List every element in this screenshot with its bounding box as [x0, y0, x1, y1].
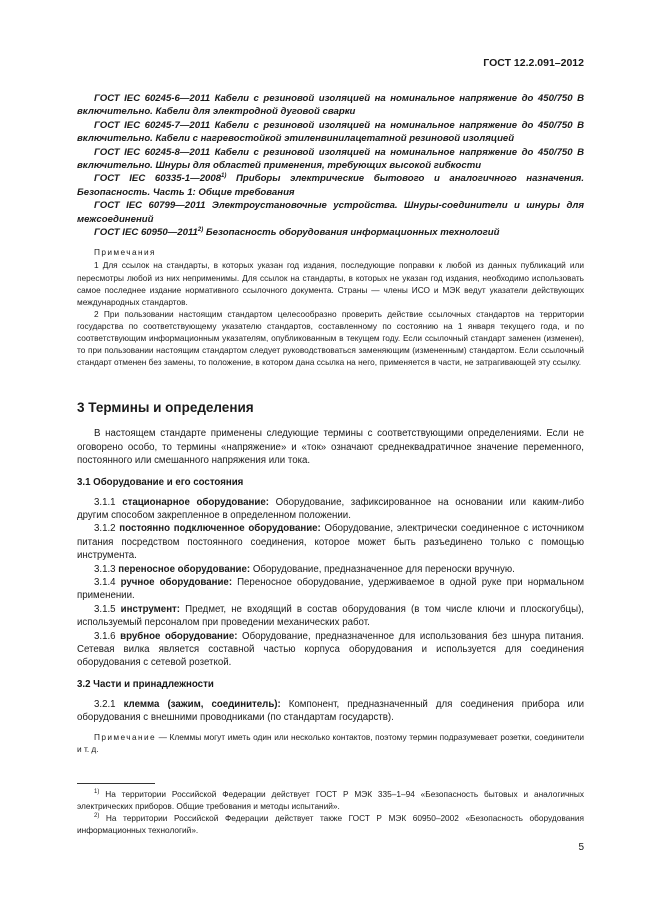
document-number-header: ГОСТ 12.2.091–2012 — [483, 57, 584, 69]
standard-code: ГОСТ IEC 60950—2011 — [94, 227, 198, 239]
term-name: переносное оборудование: — [118, 563, 251, 575]
note-label: Примечание — [94, 731, 157, 742]
term-text: Предмет, не входящий в состав оборудования (в том числе ключи и плоскогубцы), используемый персоналом при проведении механических работ. — [77, 603, 584, 629]
standard-code: ГОСТ IEC 60799—2011 — [94, 200, 206, 212]
footnote-marker: 1) — [221, 173, 227, 180]
term-number: 3.1.6 — [94, 630, 121, 642]
footnote — [77, 812, 584, 836]
footnote-divider — [77, 783, 155, 784]
notes-heading: Примечания — [94, 247, 156, 258]
term-definition — [77, 563, 584, 576]
term-number: 3.1.2 — [94, 523, 120, 535]
term-definition — [77, 522, 584, 562]
standard-title: Безопасность оборудования информационных технологий — [203, 227, 500, 239]
term-name: врубное оборудование: — [120, 630, 238, 642]
note-item: 1 Для ссылок на стандарты, в которых указан год издания, последующие поправки к любой из данных публикаций или пересмотры любой из них неприменимы. Для ссылок на стандарты, в которых не указан год издания, необходимо использовать самое последнее издание нормативного ссылочного документа. Страны — члены ИСО и МЭК ведут указатели действующих международных стандартов. — [77, 260, 584, 307]
footnote-marker: 2) — [197, 226, 204, 233]
term-text: Компонент, предназначенный для соединения прибора или оборудования с внешними проводниками (по стандартам государств). — [77, 698, 584, 724]
term-definition — [77, 603, 584, 630]
term-definition — [77, 630, 584, 670]
term-definition — [77, 698, 584, 725]
term-definition — [77, 576, 584, 603]
term-note — [77, 731, 584, 755]
term-text: Оборудование, предназначенное для переноски вручную. — [250, 563, 515, 575]
standard-code: ГОСТ IEC 60245-6—2011 — [94, 93, 211, 104]
document-body — [77, 92, 584, 755]
page-number: 5 — [578, 842, 584, 853]
standard-title: Кабели с резиновой изоляцией на номинальное напряжение до 450/750 В включительно. Кабели с нагревостойкой этиленвинилацетатной резиновой изоляцией — [77, 119, 585, 145]
term-number: 3.1.5 — [94, 603, 121, 615]
standard-reference — [77, 119, 584, 146]
standard-code: ГОСТ IEC 60245-7—2011 — [94, 119, 211, 131]
standard-title: Приборы электрические бытового и аналогичного назначения. Безопасность. Часть 1: Общие требования — [77, 173, 584, 198]
term-name: ручное оборудование: — [120, 576, 233, 588]
footnote — [77, 788, 584, 812]
term-text: Переносное оборудование, удерживаемое в одной руке при нормальном применении. — [77, 576, 584, 602]
standard-title: Кабели с резиновой изоляцией на номинальное напряжение до 450/750 В включительно. Шнуры для областей применения, требующих высокой гибкости — [77, 146, 585, 172]
term-number: 3.1.1 — [94, 496, 123, 508]
footnote-marker: 1) — [94, 789, 100, 796]
subsection-heading: 3.2 Части и принадлежности — [77, 678, 214, 690]
footnote-text: На территории Российской Федерации действует также ГОСТ Р МЭК 60950–2002 «Безопасность оборудования информационных технологий». — [77, 813, 584, 835]
term-definition — [77, 496, 584, 523]
standards-list — [77, 92, 584, 239]
term-name: стационарное оборудование: — [122, 496, 269, 508]
term-name: клемма (зажим, соединитель): — [123, 698, 281, 710]
term-number: 3.2.1 — [94, 698, 124, 710]
note-item: 2 При пользовании настоящим стандартом целесообразно проверить действие ссылочных стандартов на территории государства по соответствующему указателю стандартов, составленному по состоянию на 1 января текущего года, и по соответствующим информационным указателям, опубликованным в текущем году. Если ссылочный стандарт заменен (изменен), то при пользовании настоящим стандартом следует руководствоваться заменяющим (измененным) стандартом. Если ссылочный стандарт отменен без замены, то положение, в котором дана ссылка на него, применяется в части, не затрагивающей эту ссылку. — [77, 308, 584, 368]
note-text: — Клеммы могут иметь один или несколько контактов, поэтому термин подразумевает розетки, соединители и т. д. — [77, 731, 584, 754]
footnote-text: На территории Российской Федерации действует ГОСТ Р МЭК 335–1–94 «Безопасность бытовых и аналогичных электрических приборов. Общие требования и методы испытаний». — [77, 789, 584, 811]
term-name: постоянно подключенное оборудование: — [119, 523, 321, 535]
section-heading: 3 Термины и определения — [77, 400, 254, 416]
footnote-marker: 2) — [94, 813, 100, 820]
term-text: Оборудование, электрически соединенное с источником питания посредством постоянного соединения, которое может быть разъединено только с помощью инструмента. — [77, 523, 584, 562]
standard-reference — [77, 172, 584, 199]
standard-title: Кабели с резиновой изоляцией на номинальное напряжение до 450/750 В включительно. Кабели для электродной дуговой сварки — [77, 93, 585, 118]
footnotes — [77, 788, 584, 836]
standard-reference — [77, 226, 584, 239]
standard-reference — [77, 92, 584, 119]
term-text: Оборудование, предназначенное для использования без шнура питания. Сетевая вилка является составной частью корпуса оборудования и используется для соединения оборудования с сетевой розеткой. — [77, 630, 584, 669]
standard-reference — [77, 146, 584, 173]
subsection-heading: 3.1 Оборудование и его состояния — [77, 476, 244, 488]
standard-code: ГОСТ IEC 60335-1—2008 — [94, 173, 222, 185]
term-number: 3.1.4 — [94, 576, 121, 588]
term-text: Оборудование, зафиксированное на основании или каким-либо другим способом закрепленное в определенном положении. — [77, 496, 584, 521]
standard-reference — [77, 199, 584, 226]
section-intro: В настоящем стандарте применены следующие термины с соответствующими определениями. Если не оговорено особо, то термины «напряжение» и «ток» означают среднеквадратичное значение переменного, постоянного или смешанного напряжения или тока. — [77, 428, 584, 467]
term-name: инструмент: — [120, 603, 181, 615]
standard-title: Электроустановочные устройства. Шнуры-соединители и шнуры для межсоединений — [77, 200, 585, 225]
term-number: 3.1.3 — [94, 563, 119, 575]
standard-code: ГОСТ IEC 60245-8—2011 — [94, 146, 211, 158]
